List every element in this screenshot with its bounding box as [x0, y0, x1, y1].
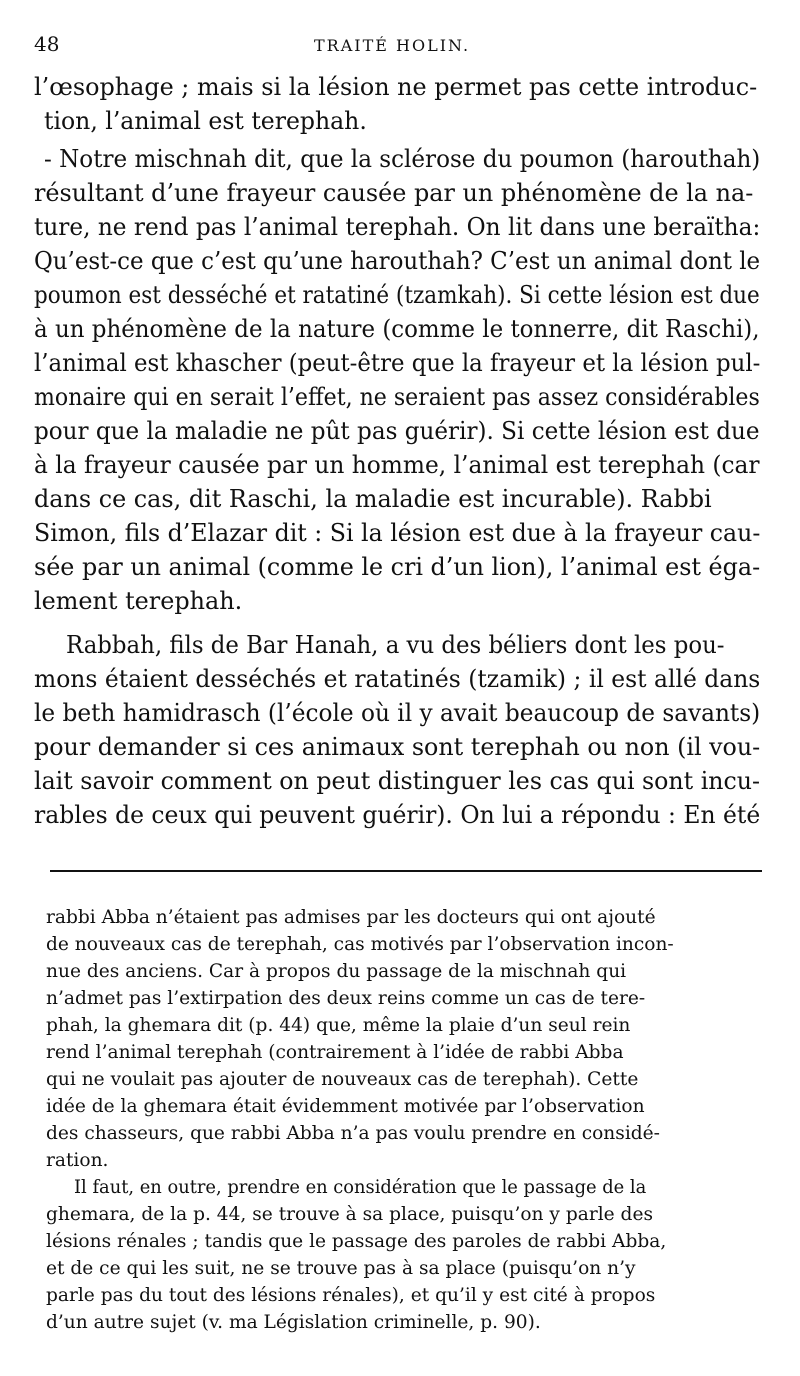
footnote-line: n’admet pas l’extirpation des deux reins comme un cas de tere- [46, 987, 646, 1009]
running-header [34, 32, 764, 62]
body-line: - Notre mischnah dit, que la sclérose du poumon (harouthah) [44, 145, 761, 173]
body-line: ture, ne rend pas l’animal terephah. On lit dans une beraïtha: [34, 213, 761, 241]
footnote-line: nue des anciens. Car à propos du passage de la mischnah qui [46, 960, 627, 982]
body-line: sée par un animal (comme le cri d’un lion), l’animal est éga- [34, 553, 761, 581]
body-line: à la frayeur causée par un homme, l’animal est terephah (car [34, 451, 760, 479]
footnote-line: idée de la ghemara était évidemment motivée par l’observation [46, 1095, 645, 1117]
body-line: Qu’est-ce que c’est qu’une harouthah? C’est un animal dont le [34, 247, 761, 275]
footnote-line: ghemara, de la p. 44, se trouve à sa place, puisqu’on y parle des [46, 1203, 653, 1225]
footnote-line: Il faut, en outre, prendre en considération que le passage de la [74, 1176, 647, 1198]
footnote-line: d’un autre sujet (v. ma Législation criminelle, p. 90). [46, 1311, 541, 1333]
body-line: monaire qui en serait l’effet, ne seraient pas assez considérables [34, 383, 760, 411]
body-line: résultant d’une frayeur causée par un phénomène de la na- [34, 179, 754, 207]
footnote-line: phah, la ghemara dit (p. 44) que, même la plaie d’un seul rein [46, 1014, 631, 1036]
body-line: Rabbah, fils de Bar Hanah, a vu des béliers dont les pou- [66, 631, 725, 659]
running-title: TRAITÉ HOLIN. [314, 36, 471, 55]
footnote-line: parle pas du tout des lésions rénales), et qu’il y est cité à propos [46, 1284, 656, 1306]
footnote-line: rend l’animal terephah (contrairement à l’idée de rabbi Abba [46, 1041, 624, 1063]
body-line: pour demander si ces animaux sont terephah ou non (il vou- [34, 733, 761, 761]
footnote-line: de nouveaux cas de terephah, cas motivés par l’observation incon- [46, 933, 674, 955]
body-line: mons étaient desséchés et ratatinés (tzamik) ; il est allé dans [34, 665, 761, 693]
footnote-line: ration. [46, 1149, 109, 1171]
body-line: tion, l’animal est terephah. [44, 107, 367, 135]
footnote-line: rabbi Abba n’étaient pas admises par les docteurs qui ont ajouté [46, 906, 656, 928]
body-line: pour que la maladie ne pût pas guérir). Si cette lésion est due [34, 417, 760, 445]
body-line: rables de ceux qui peuvent guérir). On lui a répondu : En été [34, 801, 761, 829]
footnote-line: lésions rénales ; tandis que le passage des paroles de rabbi Abba, [46, 1230, 667, 1252]
footnote-divider [50, 870, 762, 872]
footnote-line: et de ce qui les suit, ne se trouve pas à sa place (puisqu’on n’y [46, 1257, 636, 1279]
body-line: lait savoir comment on peut distinguer les cas qui sont incu- [34, 767, 761, 795]
body-line: à un phénomène de la nature (comme le tonnerre, dit Raschi), [34, 315, 760, 343]
body-line: poumon est desséché et ratatiné (tzamkah). Si cette lésion est due [34, 281, 760, 309]
body-line: l’animal est khascher (peut-être que la frayeur et la lésion pul- [34, 349, 761, 377]
footnote-line: des chasseurs, que rabbi Abba n’a pas voulu prendre en considé- [46, 1122, 660, 1144]
footnote-line: qui ne voulait pas ajouter de nouveaux cas de terephah). Cette [46, 1068, 639, 1090]
page-number: 48 [34, 32, 60, 56]
body-line: dans ce cas, dit Raschi, la maladie est incurable). Rabbi [34, 485, 712, 513]
body-line: Simon, fils d’Elazar dit : Si la lésion est due à la frayeur cau- [34, 519, 761, 547]
body-line: le beth hamidrasch (l’école où il y avait beaucoup de savants) [34, 699, 761, 727]
body-line: lement terephah. [34, 587, 243, 615]
body-line: l’œsophage ; mais si la lésion ne permet pas cette introduc- [34, 73, 758, 101]
